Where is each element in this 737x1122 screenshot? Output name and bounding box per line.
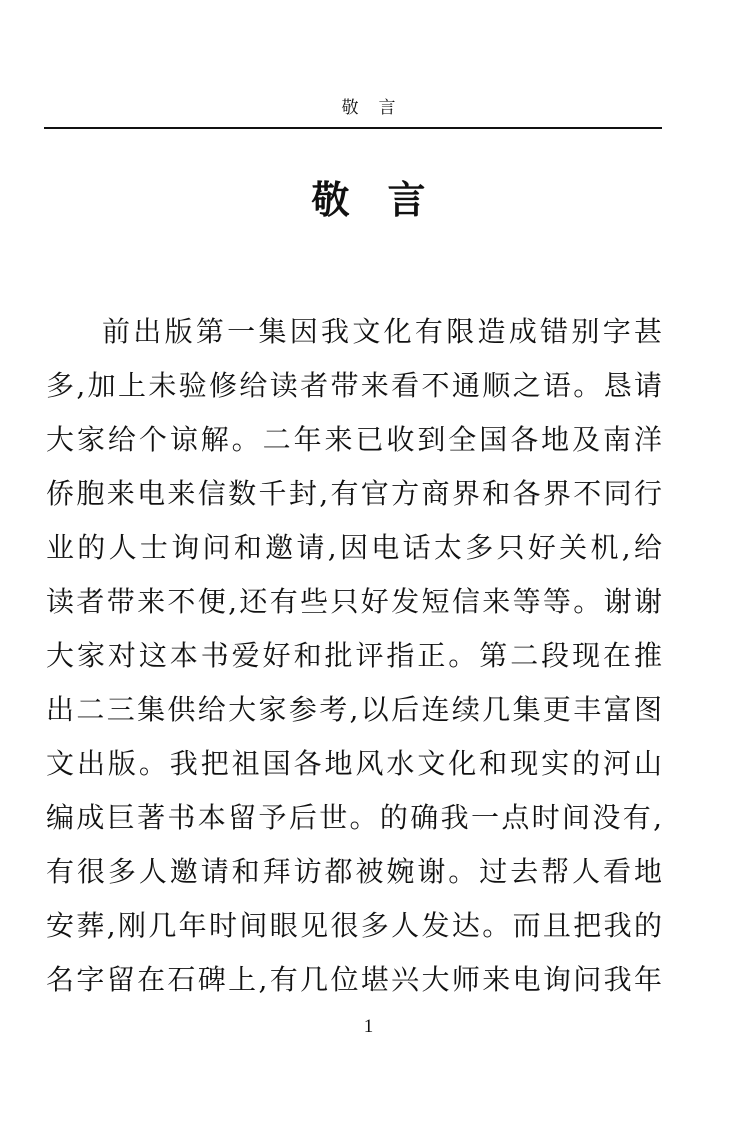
body-text	[46, 305, 662, 1007]
text-line: 多,加上未验修给读者带来看不通顺之语。恳请	[46, 369, 662, 402]
text-line: 有很多人邀请和拜访都被婉谢。过去帮人看地	[46, 855, 662, 888]
text-line: 出二三集供给大家参考,以后连续几集更丰富图	[46, 693, 662, 726]
text-line: 编成巨著书本留予后世。的确我一点时间没有,	[46, 801, 662, 834]
chapter-title: 敬言	[311, 178, 464, 222]
text-line: 侨胞来电来信数千封,有官方商界和各界不同行	[46, 477, 662, 510]
text-line: 大家给个谅解。二年来已收到全国各地及南洋	[46, 423, 662, 456]
text-line: 安葬,刚几年时间眼见很多人发达。而且把我的	[46, 909, 662, 942]
running-head: 敬言	[341, 98, 416, 118]
text-line: 读者带来不便,还有些只好发短信来等等。谢谢	[46, 585, 662, 618]
page-number: 1	[363, 1016, 374, 1037]
text-line: 名字留在石碑上,有几位堪兴大师来电询问我年	[46, 963, 662, 996]
text-line: 文出版。我把祖国各地风水文化和现实的河山	[46, 747, 662, 780]
header-rule	[44, 127, 662, 129]
text-line: 业的人士询问和邀请,因电话太多只好关机,给	[46, 531, 662, 564]
text-line: 前出版第一集因我文化有限造成错别字甚	[102, 315, 662, 348]
text-line: 大家对这本书爱好和批评指正。第二段现在推	[46, 639, 662, 672]
